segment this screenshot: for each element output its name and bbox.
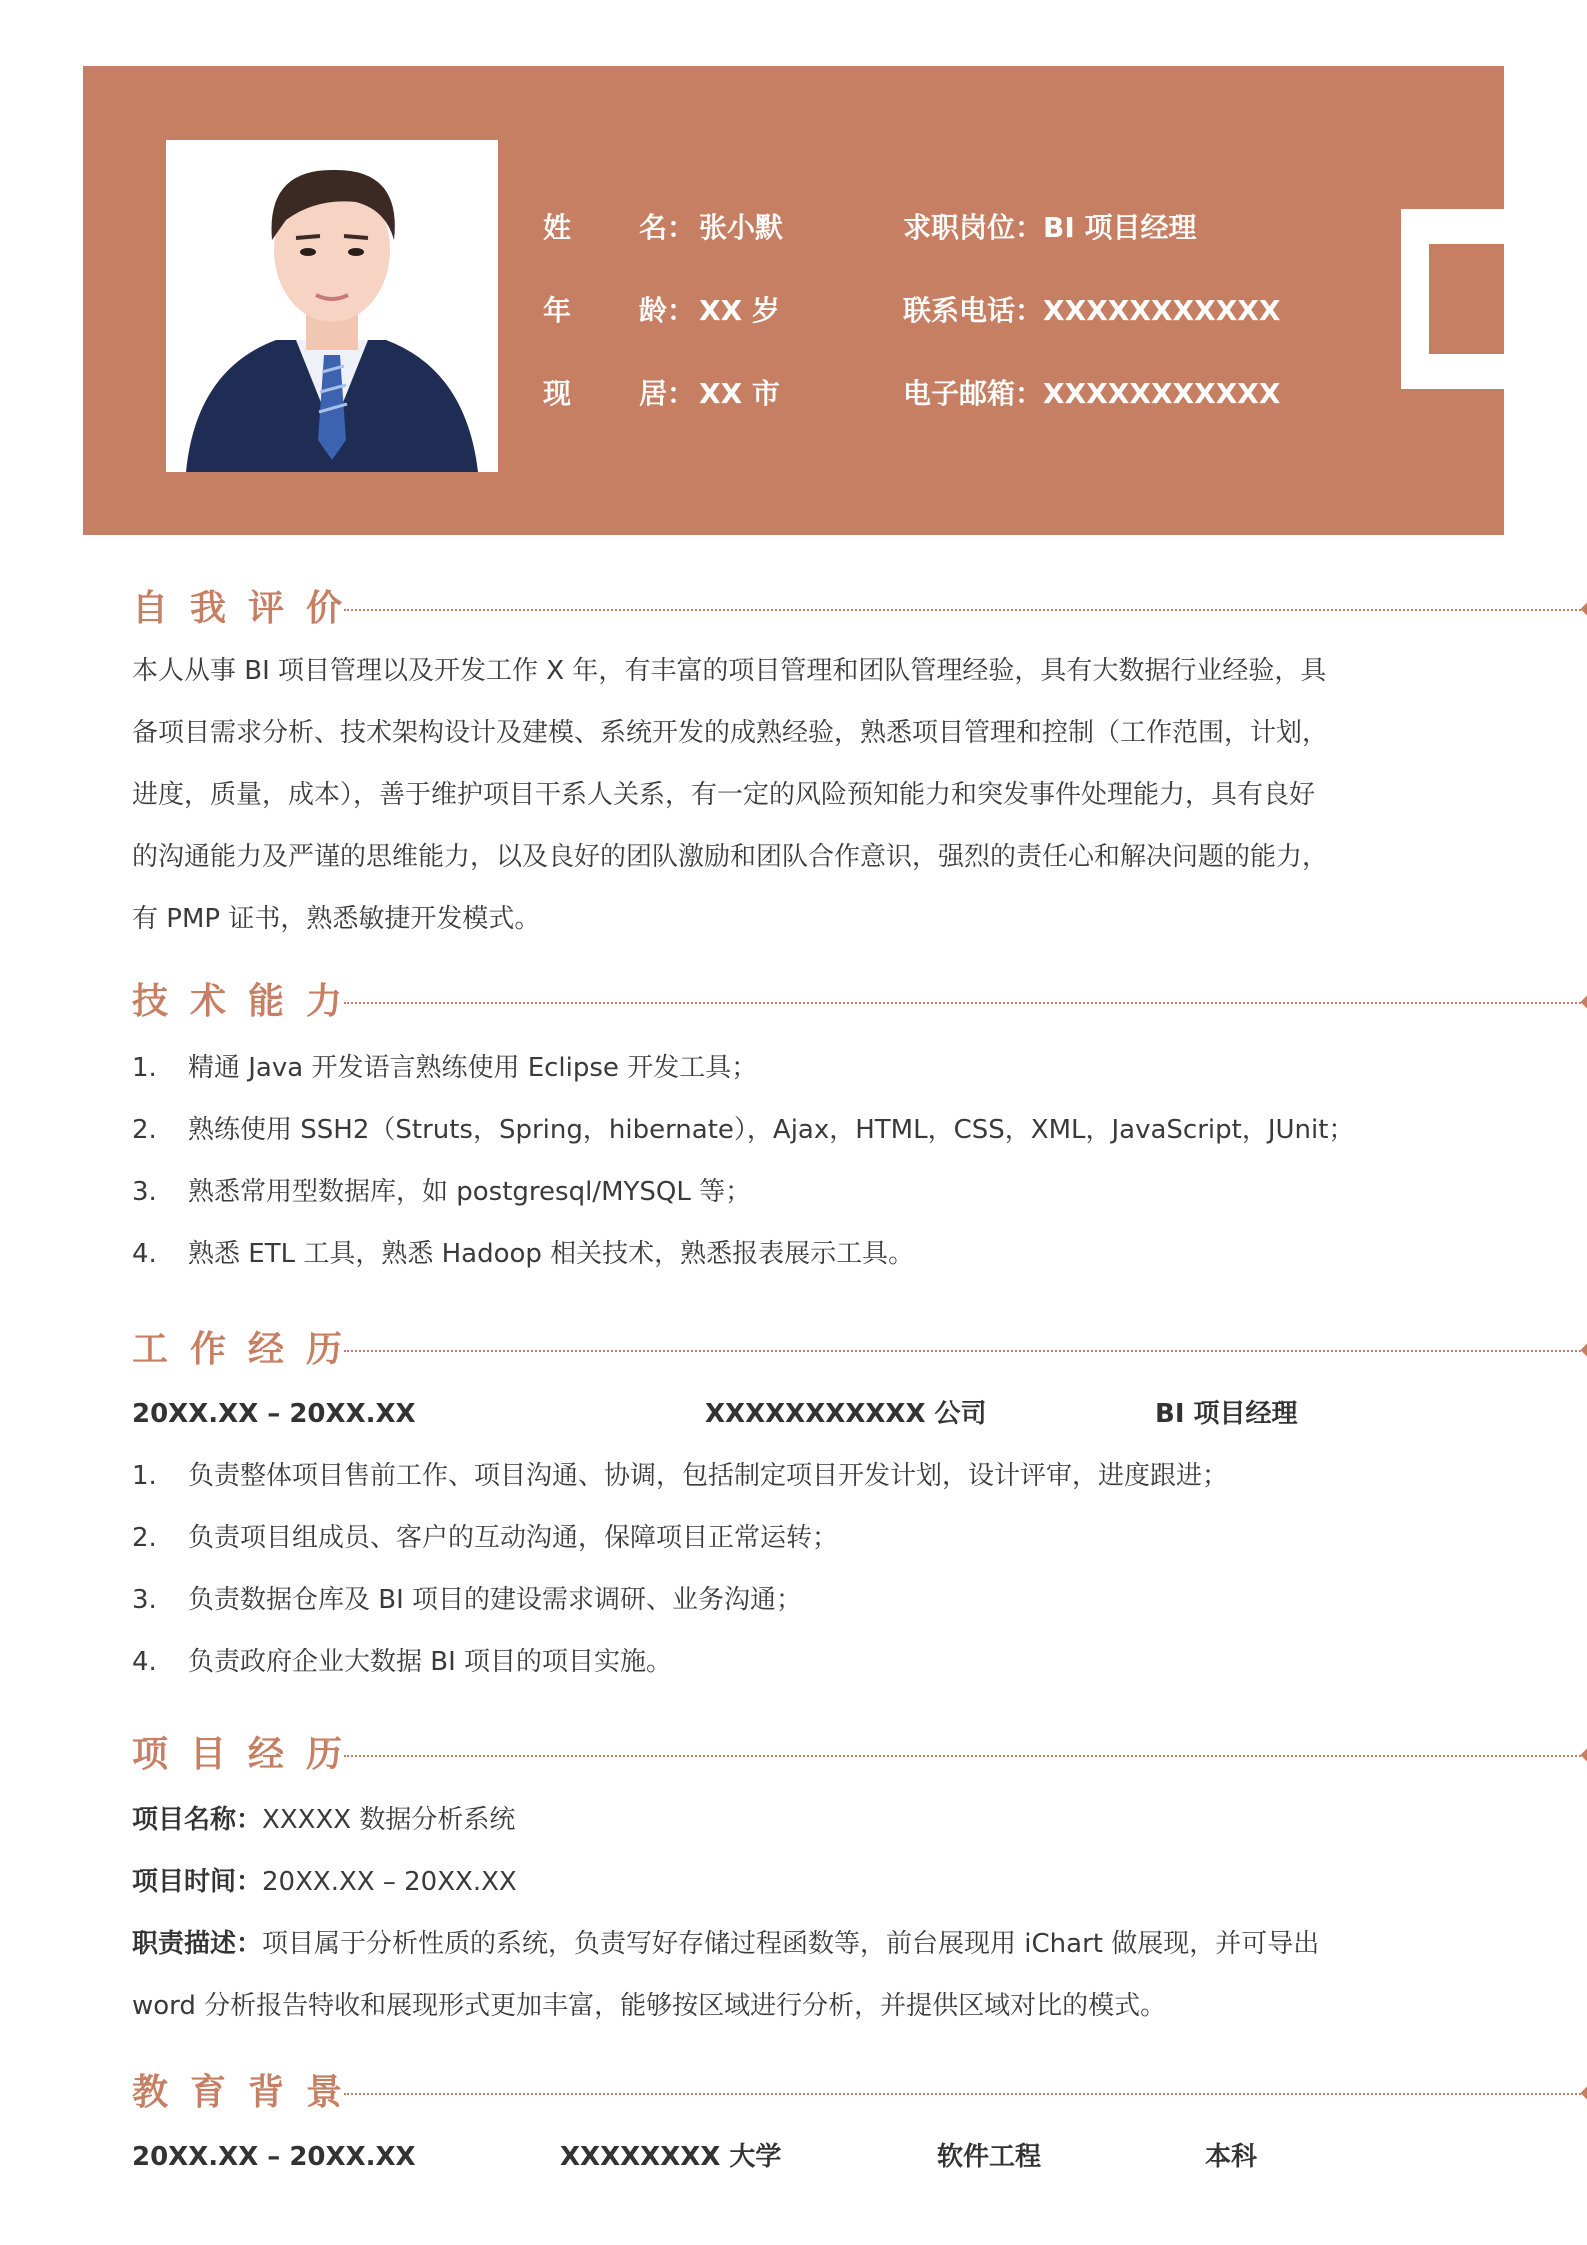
- name-label-1: 姓: [543, 211, 572, 244]
- section-title-self-eval: 自我评价: [132, 588, 365, 629]
- avatar-illustration: [166, 140, 498, 472]
- self-eval-line: 备项目需求分析、技术架构设计及建模、系统开发的成熟经验，熟悉项目管理和控制（工作范围，计划，: [132, 718, 1329, 748]
- project-desc-line: word 分析报告特收和展现形式更加丰富，能够按区域进行分析，并提供区域对比的模式。: [132, 1991, 1167, 2021]
- work-company: XXXXXXXXXXX 公司: [705, 1399, 987, 1429]
- self-eval-line: 本人从事 BI 项目管理以及开发工作 X 年，有丰富的项目管理和团队管理经验，具有大数据行业经验，具: [132, 656, 1327, 686]
- city-label-1: 现: [543, 377, 572, 410]
- header-banner: [83, 66, 1504, 535]
- section-title-project: 项目经历: [132, 1734, 365, 1775]
- skill-item: [132, 1113, 1354, 1147]
- project-desc-line: 项目属于分析性质的系统，负责写好存储过程函数等，前台展现用 iChart 做展现，并可导出: [262, 1929, 1320, 1959]
- work-item: [132, 1645, 672, 1679]
- section-divider: [344, 1002, 1587, 1004]
- section-title-education: 教育背景: [132, 2072, 365, 2113]
- job-value: BI 项目经理: [1043, 211, 1197, 244]
- diamond-icon: [1581, 994, 1587, 1011]
- project-desc-label: 职责描述：: [132, 1929, 263, 1959]
- project-time-row: [132, 1865, 517, 1899]
- self-eval-text: [132, 640, 1472, 950]
- phone-row: [903, 289, 1280, 329]
- project-name-label: 项目名称：: [132, 1805, 263, 1835]
- education-degree: 本科: [1205, 2142, 1258, 2172]
- age-label-1: 年: [543, 294, 572, 327]
- item-number: 1.: [132, 1053, 157, 1083]
- self-eval-line: 的沟通能力及严谨的思维能力，以及良好的团队激励和团队合作意识，强烈的责任心和解决问题的能力，: [132, 842, 1329, 872]
- project-name-row: [132, 1803, 515, 1837]
- header-decoration-inner: [1429, 244, 1504, 354]
- email-label: 电子邮箱：: [903, 377, 1044, 410]
- section-title-skills: 技术能力: [132, 981, 365, 1022]
- project-name-value: XXXXX 数据分析系统: [262, 1805, 516, 1835]
- education-period: 20XX.XX – 20XX.XX: [132, 2142, 416, 2172]
- project-desc-row-2: [132, 1989, 1166, 2023]
- phone-label: 联系电话：: [903, 294, 1044, 327]
- email-row: [903, 372, 1280, 412]
- name-value: 张小默: [699, 211, 784, 244]
- email-value: XXXXXXXXXXX: [1043, 377, 1281, 410]
- item-number: 4.: [132, 1647, 157, 1677]
- item-text: 熟悉 ETL 工具，熟悉 Hadoop 相关技术，熟悉报表展示工具。: [188, 1239, 915, 1269]
- project-desc-row: [132, 1927, 1319, 1961]
- section-divider: [344, 1755, 1587, 1757]
- section-divider: [344, 609, 1587, 611]
- job-label: 求职岗位：: [903, 211, 1044, 244]
- city-label-2: 居：: [639, 377, 696, 410]
- item-text: 负责整体项目售前工作、项目沟通、协调，包括制定项目开发计划，设计评审，进度跟进；: [188, 1461, 1229, 1491]
- section-divider: [344, 2093, 1587, 2095]
- age-value: XX 岁: [699, 294, 780, 327]
- work-item: [132, 1459, 1228, 1493]
- age-label-2: 龄：: [639, 294, 696, 327]
- item-number: 2.: [132, 1115, 157, 1145]
- item-number: 3.: [132, 1585, 157, 1615]
- city-value: XX 市: [699, 377, 780, 410]
- skill-item: [132, 1237, 914, 1271]
- diamond-icon: [1581, 601, 1587, 618]
- skill-item: [132, 1051, 757, 1085]
- diamond-icon: [1581, 1342, 1587, 1359]
- diamond-icon: [1581, 1747, 1587, 1764]
- skill-item: [132, 1175, 751, 1209]
- work-period: 20XX.XX – 20XX.XX: [132, 1399, 416, 1429]
- section-divider: [344, 1350, 1587, 1352]
- item-text: 负责政府企业大数据 BI 项目的项目实施。: [188, 1647, 673, 1677]
- phone-value: XXXXXXXXXXX: [1043, 294, 1281, 327]
- name-label-2: 名：: [639, 211, 696, 244]
- self-eval-line: 进度，质量，成本），善于维护项目干系人关系，有一定的风险预知能力和突发事件处理能力，具有良好: [132, 780, 1316, 810]
- item-text: 熟练使用 SSH2（Struts，Spring，hibernate），Ajax，HTML，CSS，XML，JavaScript，JUnit；: [188, 1115, 1355, 1145]
- education-major: 软件工程: [937, 2142, 1042, 2172]
- work-position: BI 项目经理: [1155, 1399, 1298, 1429]
- project-time-label: 项目时间：: [132, 1867, 263, 1897]
- item-text: 精通 Java 开发语言熟练使用 Eclipse 开发工具；: [188, 1053, 758, 1083]
- diamond-icon: [1581, 2085, 1587, 2102]
- work-item: [132, 1521, 838, 1555]
- education-school: XXXXXXXX 大学: [560, 2142, 782, 2172]
- project-time-value: 20XX.XX – 20XX.XX: [262, 1867, 517, 1897]
- profile-photo: [166, 140, 498, 472]
- work-item: [132, 1583, 802, 1617]
- item-number: 2.: [132, 1523, 157, 1553]
- item-text: 负责项目组成员、客户的互动沟通，保障项目正常运转；: [188, 1523, 839, 1553]
- item-text: 熟悉常用型数据库，如 postgresql/MYSQL 等；: [188, 1177, 752, 1207]
- item-number: 3.: [132, 1177, 157, 1207]
- item-text: 负责数据仓库及 BI 项目的建设需求调研、业务沟通；: [188, 1585, 803, 1615]
- item-number: 4.: [132, 1239, 157, 1269]
- job-row: [903, 206, 1197, 246]
- item-number: 1.: [132, 1461, 157, 1491]
- self-eval-line: 有 PMP 证书，熟悉敏捷开发模式。: [132, 904, 541, 934]
- section-title-work: 工作经历: [132, 1329, 365, 1370]
